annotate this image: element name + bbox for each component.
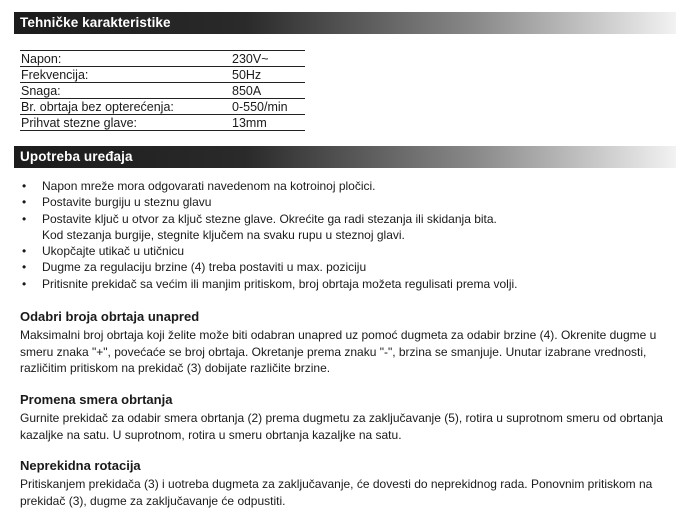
tech-specs-header: Tehničke karakteristike bbox=[14, 12, 676, 34]
spec-label: Frekvencija: bbox=[20, 67, 231, 83]
bullet: • bbox=[22, 260, 27, 275]
spec-label: Napon: bbox=[20, 51, 231, 67]
spec-value: 850A bbox=[231, 83, 305, 99]
list-item: • Postavite ključ u otvor za ključ stezne glave. Okrećite ga radi stezanja ili skidanja bita. bbox=[22, 211, 497, 226]
bullet: • bbox=[22, 276, 27, 291]
section-preset-speed bbox=[20, 308, 680, 377]
table-row bbox=[20, 51, 305, 67]
bullet: • bbox=[22, 211, 27, 226]
section-text: Pritiskanjem prekidača (3) i uotreba dugmeta za zaključavanje, će dovesti do neprekidnog rada. Ponovnim pritiskom na prekidač (3), dugme za zaključavanje će odpustiti. bbox=[20, 477, 653, 508]
table-row bbox=[20, 115, 305, 131]
list-item: • Postavite burgiju u steznu glavu bbox=[22, 195, 212, 210]
spec-value: 13mm bbox=[231, 115, 305, 131]
section-continuous-rotation bbox=[20, 457, 680, 509]
section-heading: Promena smera obrtanja bbox=[20, 392, 173, 407]
bullet: • bbox=[22, 244, 27, 259]
spec-label: Snaga: bbox=[20, 83, 231, 99]
spec-value: 50Hz bbox=[231, 67, 305, 83]
table-row bbox=[20, 67, 305, 83]
list-item: • Ukopčajte utikač u utičnicu bbox=[22, 244, 185, 259]
list-item: • Dugme za regulaciju brzine (4) treba postaviti u max. poziciju bbox=[22, 260, 367, 275]
section-text: Gurnite prekidač za odabir smera obrtanja (2) prema dugmetu za zaključavanje (5), rotira u suprotnom smeru od obrtanja kazaljke na satu. U suprotnom, rotira u smeru obrtanja kazaljke na satu. bbox=[20, 411, 663, 442]
section-heading: Neprekidna rotacija bbox=[20, 458, 141, 473]
list-item: • Napon mreže mora odgovarati navedenom na kotroinoj pločici. bbox=[22, 179, 376, 193]
bullet: • bbox=[22, 179, 27, 193]
table-row bbox=[20, 99, 305, 115]
section-text: Maksimalni broj obrtaja koji želite može biti odabran unapred uz pomoć dugmeta za odabir brzine (4). Okrenite dugme u smeru znaka "+", povećaće se broj obrtaja. Okretanje prema znaku "-", brzina se smanjuje. Unutar izabrane vrednosti, različitim pritiskom na prekidač (3) dobijate različite brzine. bbox=[20, 328, 657, 375]
table-row bbox=[20, 83, 305, 99]
section-rotation-direction bbox=[20, 391, 680, 443]
spec-label: Prihvat stezne glave: bbox=[20, 115, 231, 131]
usage-header: Upotreba uređaja bbox=[14, 146, 676, 168]
spec-value: 230V~ bbox=[231, 51, 305, 67]
tech-specs-table bbox=[20, 50, 305, 131]
bullet: • bbox=[22, 195, 27, 210]
list-item-continuation: Kod stezanja burgije, stegnite ključem na svaku rupu u steznoj glavi. bbox=[42, 227, 405, 242]
spec-value: 0-550/min bbox=[231, 99, 305, 115]
section-heading: Odabri broja obrtaja unapred bbox=[20, 309, 200, 324]
list-item: • Pritisnite prekidač sa većim ili manjim pritiskom, broj obrtaja možeta regulisati prema volji. bbox=[22, 276, 518, 291]
spec-label: Br. obrtaja bez opterećenja: bbox=[20, 99, 231, 115]
usage-list bbox=[20, 178, 680, 292]
